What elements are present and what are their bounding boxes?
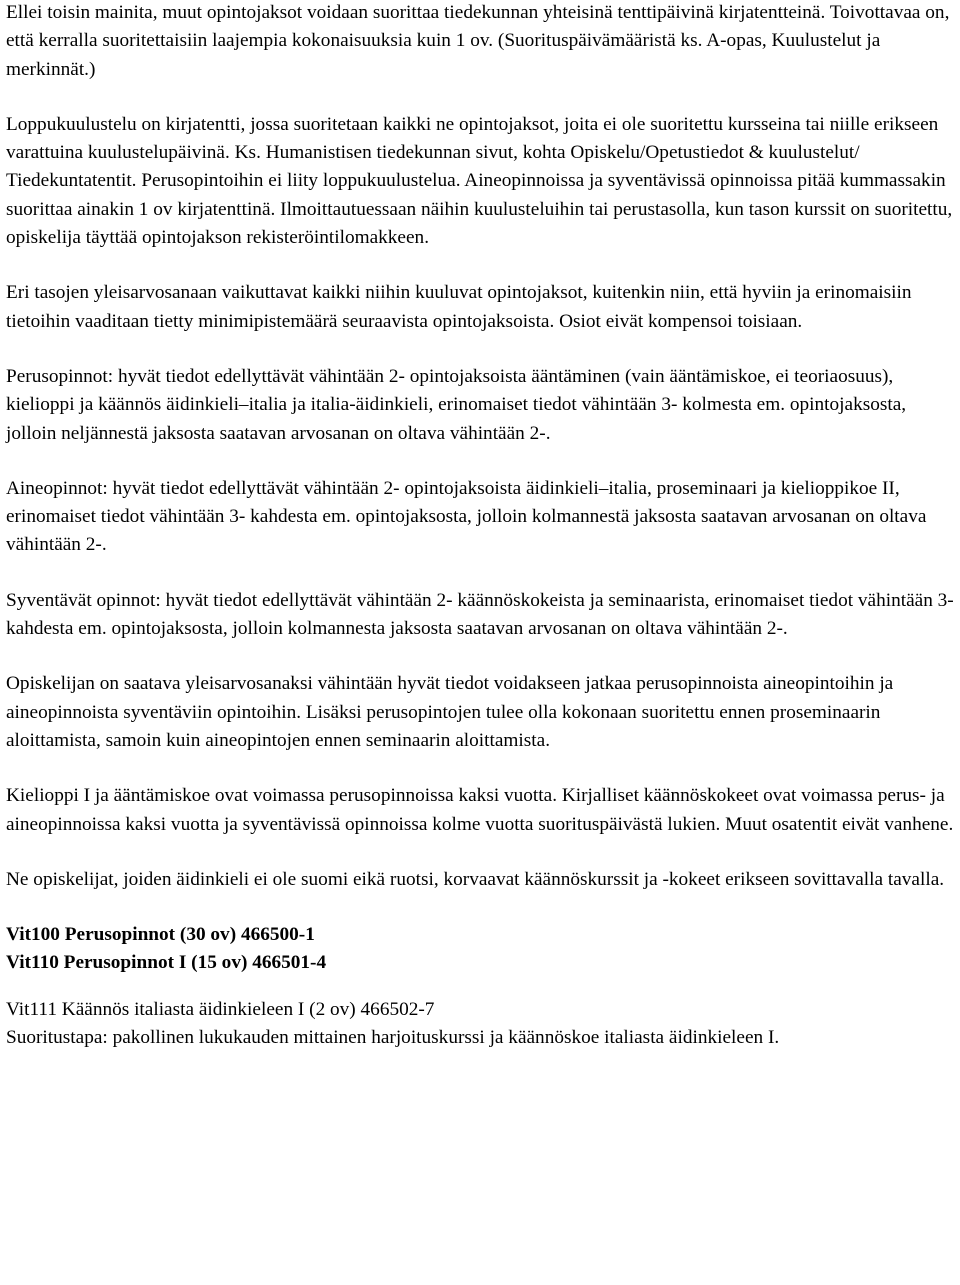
paragraph-overall-grade: Eri tasojen yleisarvosanaan vaikuttavat kaikki niihin kuuluvat opintojaksot, kuitenkin niin, että hyviin ja erinomaisiin tietoihin vaaditaan tietty minimipistemäärä seuraavista opintojaksoista. Osiot eivät kompensoi toisiaan. xyxy=(6,282,912,332)
paragraph-native-language: Ne opiskelijat, joiden äidinkieli ei ole suomi eikä ruotsi, korvaavat käännöskurssit ja -kokeet erikseen sovittavalla tavalla. xyxy=(6,868,945,890)
paragraph-grade-requirement: Opiskelijan on saatava yleisarvosanaksi vähintään hyvät tiedot voidakseen jatkaa perusopinnoista aineopintoihin ja aineopinnoista syventäviin opintoihin. Lisäksi perusopintojen tulee olla kokonaan suoritettu ennen proseminaarin aloittamista, samoin kuin aineopintojen ennen seminaarin aloittamista. xyxy=(6,673,894,751)
paragraph-final-exam: Loppukuulustelu on kirjatentti, jossa suoritetaan kaikki ne opintojaksot, joita ei ole suoritettu kursseina tai niille erikseen varattuina kuulustelupäivinä. Ks. Humanistisen tiedekunnan sivut, kohta Opiskelu/Opetustiedot & kuulustelut/ Tiedekuntatentit. Perusopintoihin ei liity loppukuulustelua. Aineopinnoissa ja syventävissä opinnoissa pitää kummassakin suorittaa ainakin 1 ov kirjatenttinä. Ilmoittautuessaan näihin kuulusteluihin tai perustasolla, kun tason kurssit on suoritettu, opiskelija täyttää opintojakson rekisteröintilomakkeen. xyxy=(6,113,953,249)
heading-vit110: Vit110 Perusopinnot I (15 ov) 466501-4 xyxy=(6,952,327,974)
heading-block xyxy=(6,921,956,978)
course-title: Vit111 Käännös italiasta äidinkieleen I (2 ov) 466502-7 xyxy=(6,998,435,1020)
paragraph-basic-studies: Perusopinnot: hyvät tiedot edellyttävät vähintään 2- opintojaksoista ääntäminen (vain ääntämiskoe, ei teoriaosuus), kielioppi ja käännös äidinkieli–italia ja italia-äidinkieli, erinomaiset tiedot vähintään 3- kolmesta em. opintojaksosta, jolloin neljännestä jaksosta saatavan arvosanan on oltava vähintään 2-. xyxy=(6,365,907,444)
paragraph-exam-info: Ellei toisin mainita, muut opintojaksot voidaan suorittaa tiedekunnan yhteisinä tenttipäivinä kirjatentteinä. Toivottavaa on, että kerralla suoritettaisiin laajempia kokonaisuuksia kuin 1 ov. (Suorituspäivämääristä ks. A-opas, Kuulustelut ja merkinnät.) xyxy=(6,2,950,80)
document-page xyxy=(6,0,956,1052)
course-block xyxy=(6,996,956,1053)
paragraph-intermediate-studies: Aineopinnot: hyvät tiedot edellyttävät vähintään 2- opintojaksoista äidinkieli–italia, proseminaari ja kielioppikoe II, erinomaiset tiedot vähintään 3- kahdesta em. opintojaksosta, jolloin kolmannestä jaksosta saatavan arvosanan on oltava vähintään 2-. xyxy=(6,477,927,556)
heading-vit100: Vit100 Perusopinnot (30 ov) 466500-1 xyxy=(6,924,315,946)
course-description: Suoritustapa: pakollinen lukukauden mittainen harjoituskurssi ja käännöskoe italiasta äidinkieleen I. xyxy=(6,1027,780,1049)
paragraph-validity: Kielioppi I ja ääntämiskoe ovat voimassa perusopinnoissa kaksi vuotta. Kirjalliset käännöskokeet ovat voimassa perus- ja aineopinnoissa kaksi vuotta ja syventävissä opinnoissa kolme vuotta suorituspäivästä lukien. Muut osatentit eivät vanhene. xyxy=(6,785,954,835)
paragraph-advanced-studies: Syventävät opinnot: hyvät tiedot edellyttävät vähintään 2- käännöskokeista ja seminaarista, erinomaiset tiedot vähintään 3- kahdesta em. opintojaksosta, jolloin kolmannesta jaksosta saatavan arvosanan on oltava vähintään 2-. xyxy=(6,589,954,640)
